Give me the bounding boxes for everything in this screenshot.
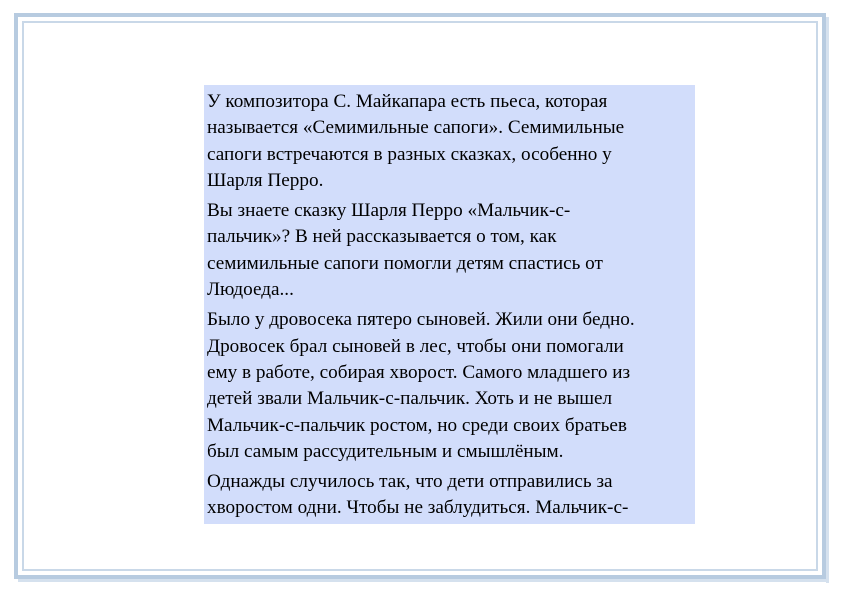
- paragraph-4: [207, 469, 695, 522]
- frame-shadow-bottom: [18, 579, 829, 582]
- text-line: Дровосек брал сыновей в лес, чтобы они помогали: [207, 335, 624, 357]
- frame-shadow-right: [826, 17, 829, 583]
- paragraph-3: [207, 307, 695, 465]
- text-line: Вы знаете сказку Шарля Перро «Мальчик-с-: [207, 200, 571, 222]
- paragraph-1: [207, 89, 695, 194]
- text-line: ему в работе, собирая хворост. Самого младшего из: [207, 361, 631, 383]
- text-line: хворостом одни. Чтобы не заблудиться. Мальчик-с-: [207, 497, 629, 519]
- text-line: был самым рассудительным и смышлёным.: [207, 440, 564, 462]
- text-line: У композитора С. Майкапара есть пьеса, которая: [207, 91, 608, 112]
- paragraph-2: [207, 198, 695, 303]
- text-line: Было у дровосека пятеро сыновей. Жили они бедно.: [207, 309, 635, 331]
- text-line: называется «Семимильные сапоги». Семимильные: [207, 117, 625, 139]
- text-line: Людоеда...: [207, 279, 294, 301]
- text-line: семимильные сапоги помогли детям спастись от: [207, 252, 603, 274]
- text-line: Мальчик-с-пальчик ростом, но среди своих братьев: [207, 414, 627, 436]
- text-line: сапоги встречаются в разных сказках, особенно у: [207, 143, 612, 165]
- text-line: детей звали Мальчик-с-пальчик. Хоть и не вышел: [207, 388, 613, 410]
- text-line: Однажды случилось так, что дети отправились за: [207, 471, 613, 493]
- story-text-box: [204, 85, 695, 524]
- text-line: Шарля Перро.: [207, 169, 324, 191]
- text-line: пальчик»? В ней рассказывается о том, как: [207, 226, 557, 248]
